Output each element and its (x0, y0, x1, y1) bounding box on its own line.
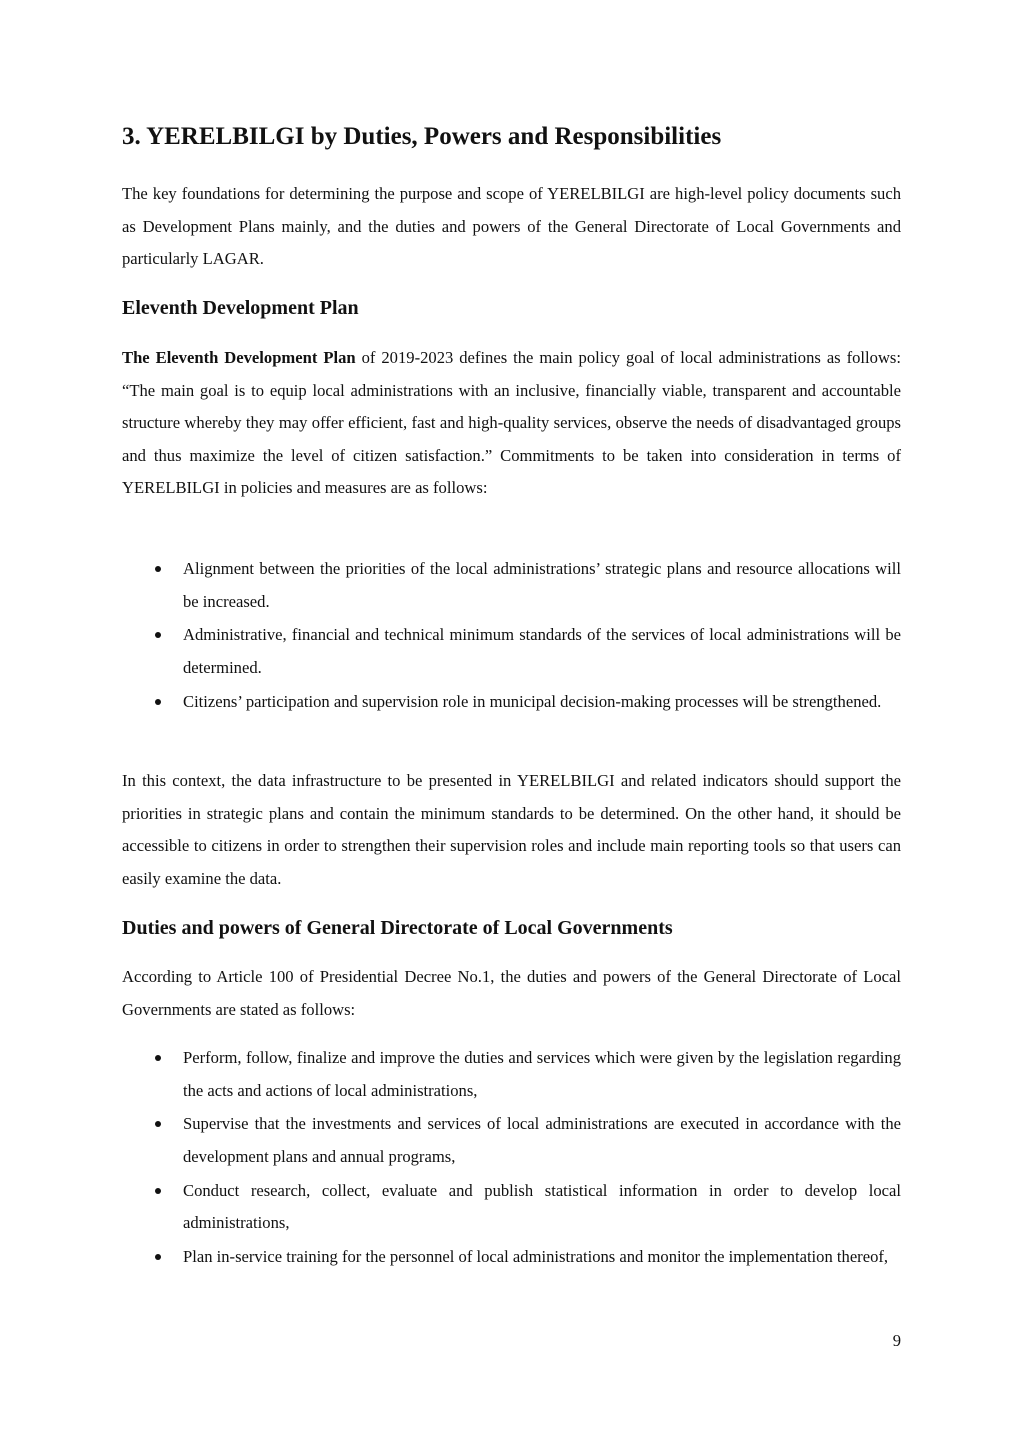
intro-paragraph: The key foundations for determining the purpose and scope of YERELBILGI are high-level policy documents such as Development Plans mainly, and the duties and powers of the General Directorate of Local Governments and particularly LAGAR. (122, 184, 901, 269)
list-item-text: Plan in-service training for the personnel of local administrations and monitor the implementation thereof, (183, 1247, 889, 1267)
list-item-text: Citizens’ participation and supervision role in municipal decision-making processes will be strengthened. (183, 691, 882, 711)
list-item-text: Alignment between the priorities of the local administrations’ strategic plans and resource allocations will be increased. (183, 559, 901, 611)
duties-paragraph: According to Article 100 of Presidential Decree No.1, the duties and powers of the General Directorate of Local Governments are stated as follows: (122, 967, 901, 1019)
list-item (122, 1108, 901, 1173)
bullet-icon (155, 1254, 161, 1260)
bullet-icon (155, 566, 161, 572)
bullet-icon (155, 1055, 161, 1061)
bullet-icon (155, 1188, 161, 1194)
document-page (122, 0, 901, 1447)
list-item (122, 619, 901, 684)
list-item (122, 686, 901, 719)
eleventh-plan-paragraph-text: of 2019-2023 defines the main policy goal of local administrations as follows: “The main goal is to equip local administrations with an inclusive, financially viable, transparent and accountable structure whereby they may offer efficient, fast and high-quality services, observe the needs of disadvantaged groups and thus maximize the level of citizen satisfaction.” Commitments to be taken into consideration in terms of YERELBILGI in policies and measures are as follows: (122, 348, 901, 498)
list-item-text: Supervise that the investments and services of local administrations are executed in accordance with the development plans and annual programs, (183, 1114, 901, 1166)
eleventh-plan-bold-lead: The Eleventh Development Plan (122, 348, 356, 367)
list-item-text: Perform, follow, finalize and improve the duties and services which were given by the legislation regarding the acts and actions of local administrations, (183, 1048, 901, 1100)
bullet-icon (155, 1121, 161, 1127)
context-paragraph: In this context, the data infrastructure to be presented in YERELBILGI and related indicators should support the priorities in strategic plans and contain the minimum standards to be determined. On the other hand, it should be accessible to citizens in order to strengthen their supervision roles and include main reporting tools so that users can easily examine the data. (122, 771, 901, 888)
eleventh-plan-heading: Eleventh Development Plan (122, 297, 359, 319)
duties-bullet-list (122, 1042, 901, 1275)
bullet-icon (155, 699, 161, 705)
list-item (122, 1241, 901, 1274)
list-item-text: Conduct research, collect, evaluate and publish statistical information in order to develop local administrations, (183, 1180, 901, 1233)
bullet-icon (155, 632, 161, 638)
list-item (122, 1042, 901, 1107)
page-number: 9 (892, 1331, 901, 1350)
duties-heading: Duties and powers of General Directorate of Local Governments (122, 917, 673, 939)
list-item (122, 1175, 901, 1240)
eleventh-plan-bullet-list (122, 553, 901, 720)
eleventh-plan-paragraph (122, 342, 901, 505)
list-item-text: Administrative, financial and technical minimum standards of the services of local administrations will be determined. (183, 625, 901, 677)
list-item (122, 553, 901, 618)
section-title: 3. YERELBILGI by Duties, Powers and Responsibilities (122, 123, 722, 150)
